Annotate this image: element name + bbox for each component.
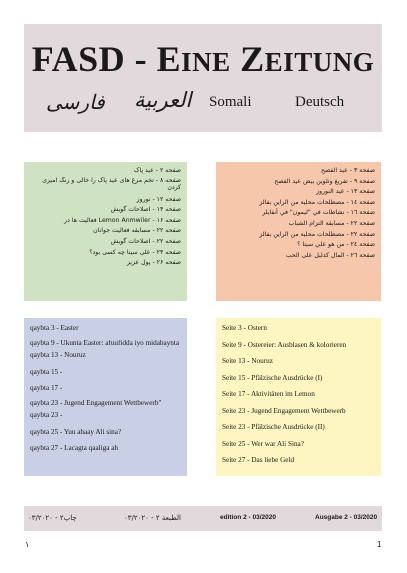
toc-farsi xyxy=(24,162,187,301)
toc-somali xyxy=(24,318,187,476)
masthead xyxy=(24,24,382,132)
toc-item: صفحه ۲۲ - اصلاحات گویش xyxy=(110,237,181,245)
toc-item: Seite 3 - Ostern xyxy=(222,324,267,332)
toc-item: صفحه ۲۶ - پول عزیز xyxy=(126,259,181,267)
toc-item: صفحة ٢٤ - من هو علي سينا ؟ xyxy=(297,241,375,249)
toc-item: صفحة ٩ - تفريغ وتلوين بيض عيد الفصح xyxy=(274,177,375,185)
page-number-left: ١ xyxy=(25,540,30,549)
toc-item: Seite 23 - Jugend Engagement Wettbewerb xyxy=(222,406,346,415)
toc-item: صفحه ۲۴ - علی سینا چه کسی بود؟ xyxy=(89,248,181,256)
title-prefix: FASD - xyxy=(31,39,157,79)
toc-item: qaybta 3 - Easter xyxy=(30,324,79,332)
toc-item: صفحة ٢٦ - المال كدليل على الحب xyxy=(285,251,375,259)
toc-item: Seite 13 - Nouruz xyxy=(222,357,273,365)
edition-arabic: الطبعة ٢ - ۰۳/۲۰۲۰ xyxy=(124,514,181,522)
toc-item: Seite 15 - Pfälzische Ausdrücke (I) xyxy=(222,373,323,382)
toc-item: Seite 25 - Wer war Ali Sina? xyxy=(222,439,304,448)
page-number-right: 1 xyxy=(377,540,382,549)
newspaper-title xyxy=(24,38,382,80)
toc-item: qaybta 23 - xyxy=(30,411,63,419)
language-deutsch: Deutsch xyxy=(295,94,345,110)
toc-item: صفحه ۱۴ - اصلاحات گویش xyxy=(110,206,181,214)
title-eitung: EITUNG xyxy=(264,47,375,77)
title-e: E xyxy=(156,39,182,79)
edition-deutsch: Ausgabe 2 - 03/2020 xyxy=(315,514,378,521)
toc-item: صفحة ١٦ - نشاطات في "ليمون" في أنفايلر xyxy=(262,209,375,217)
toc-item: صفحه ۲۲ - مسابقه فعالیت جوانان xyxy=(93,227,181,235)
toc-item: صفحة ١٤ - مصطلحات محلية من الراين بفالز xyxy=(259,198,375,206)
toc-item: qaybta 9 - Ukunta Easter: afuufidda iyo midabaynta xyxy=(30,339,180,347)
edition-footer xyxy=(24,506,382,531)
toc-item: Seite 9 - Ostereier: Ausblasen & kolorieren xyxy=(222,340,347,349)
toc-item: qaybta 25 - Yuu ahaay Ali sina? xyxy=(30,427,122,436)
edition-farsi: چاپ۲ - ۰۳/۲۰۲۰ xyxy=(28,514,77,522)
toc-item: صفحه ۲ - عید پاک xyxy=(133,167,181,174)
language-arabic: العربية xyxy=(134,88,192,112)
toc-item: Seite 17 - Aktivitäten im Lemon xyxy=(222,390,315,398)
toc-item: صفحه ۱۶ - Lemon Anmwiler فعالیت ها در xyxy=(64,216,181,224)
toc-item: qaybta 27 - Lacagta qaaliga ah xyxy=(30,444,119,452)
language-farsi: فارسی xyxy=(46,90,105,114)
toc-deutsch xyxy=(216,318,381,476)
toc-item: Seite 23 - Pfälzische Ausdrücke (II) xyxy=(222,423,325,431)
toc-item: qaybta 23 - Jugend Engagement Wettbewerb" xyxy=(30,399,162,407)
edition-somali: edition 2 - 03/2020 xyxy=(220,514,276,521)
toc-item: صفحة ٣ - عيد الفصح xyxy=(320,167,375,174)
title-ine: INE xyxy=(181,47,231,77)
toc-item: صفحه ۱۲ - نوروز xyxy=(136,195,181,203)
toc-item: Seite 27 - Das liebe Geld xyxy=(222,456,295,464)
toc-arabic xyxy=(216,162,381,301)
title-z: Z xyxy=(240,39,265,79)
toc-item: qaybta 15 - xyxy=(30,367,63,376)
toc-item: qaybta 17 - xyxy=(30,384,63,392)
toc-item: صفحه ۸ - تخم مرغ های عید پاک را خالی و رنگ آمیزی کردن xyxy=(42,176,181,192)
toc-item: صفحة ٢٢ - مصطلحات محلية من الراين بفالز xyxy=(259,230,375,238)
toc-item: صفحة ٢٢ - مسابقة التزام الشباب xyxy=(288,219,375,227)
language-somali: Somali xyxy=(209,94,252,110)
toc-item: qaybta 13 - Nouruz xyxy=(30,351,86,359)
toc-item: صفحة ١٣ - عيد النوروز xyxy=(316,188,375,196)
